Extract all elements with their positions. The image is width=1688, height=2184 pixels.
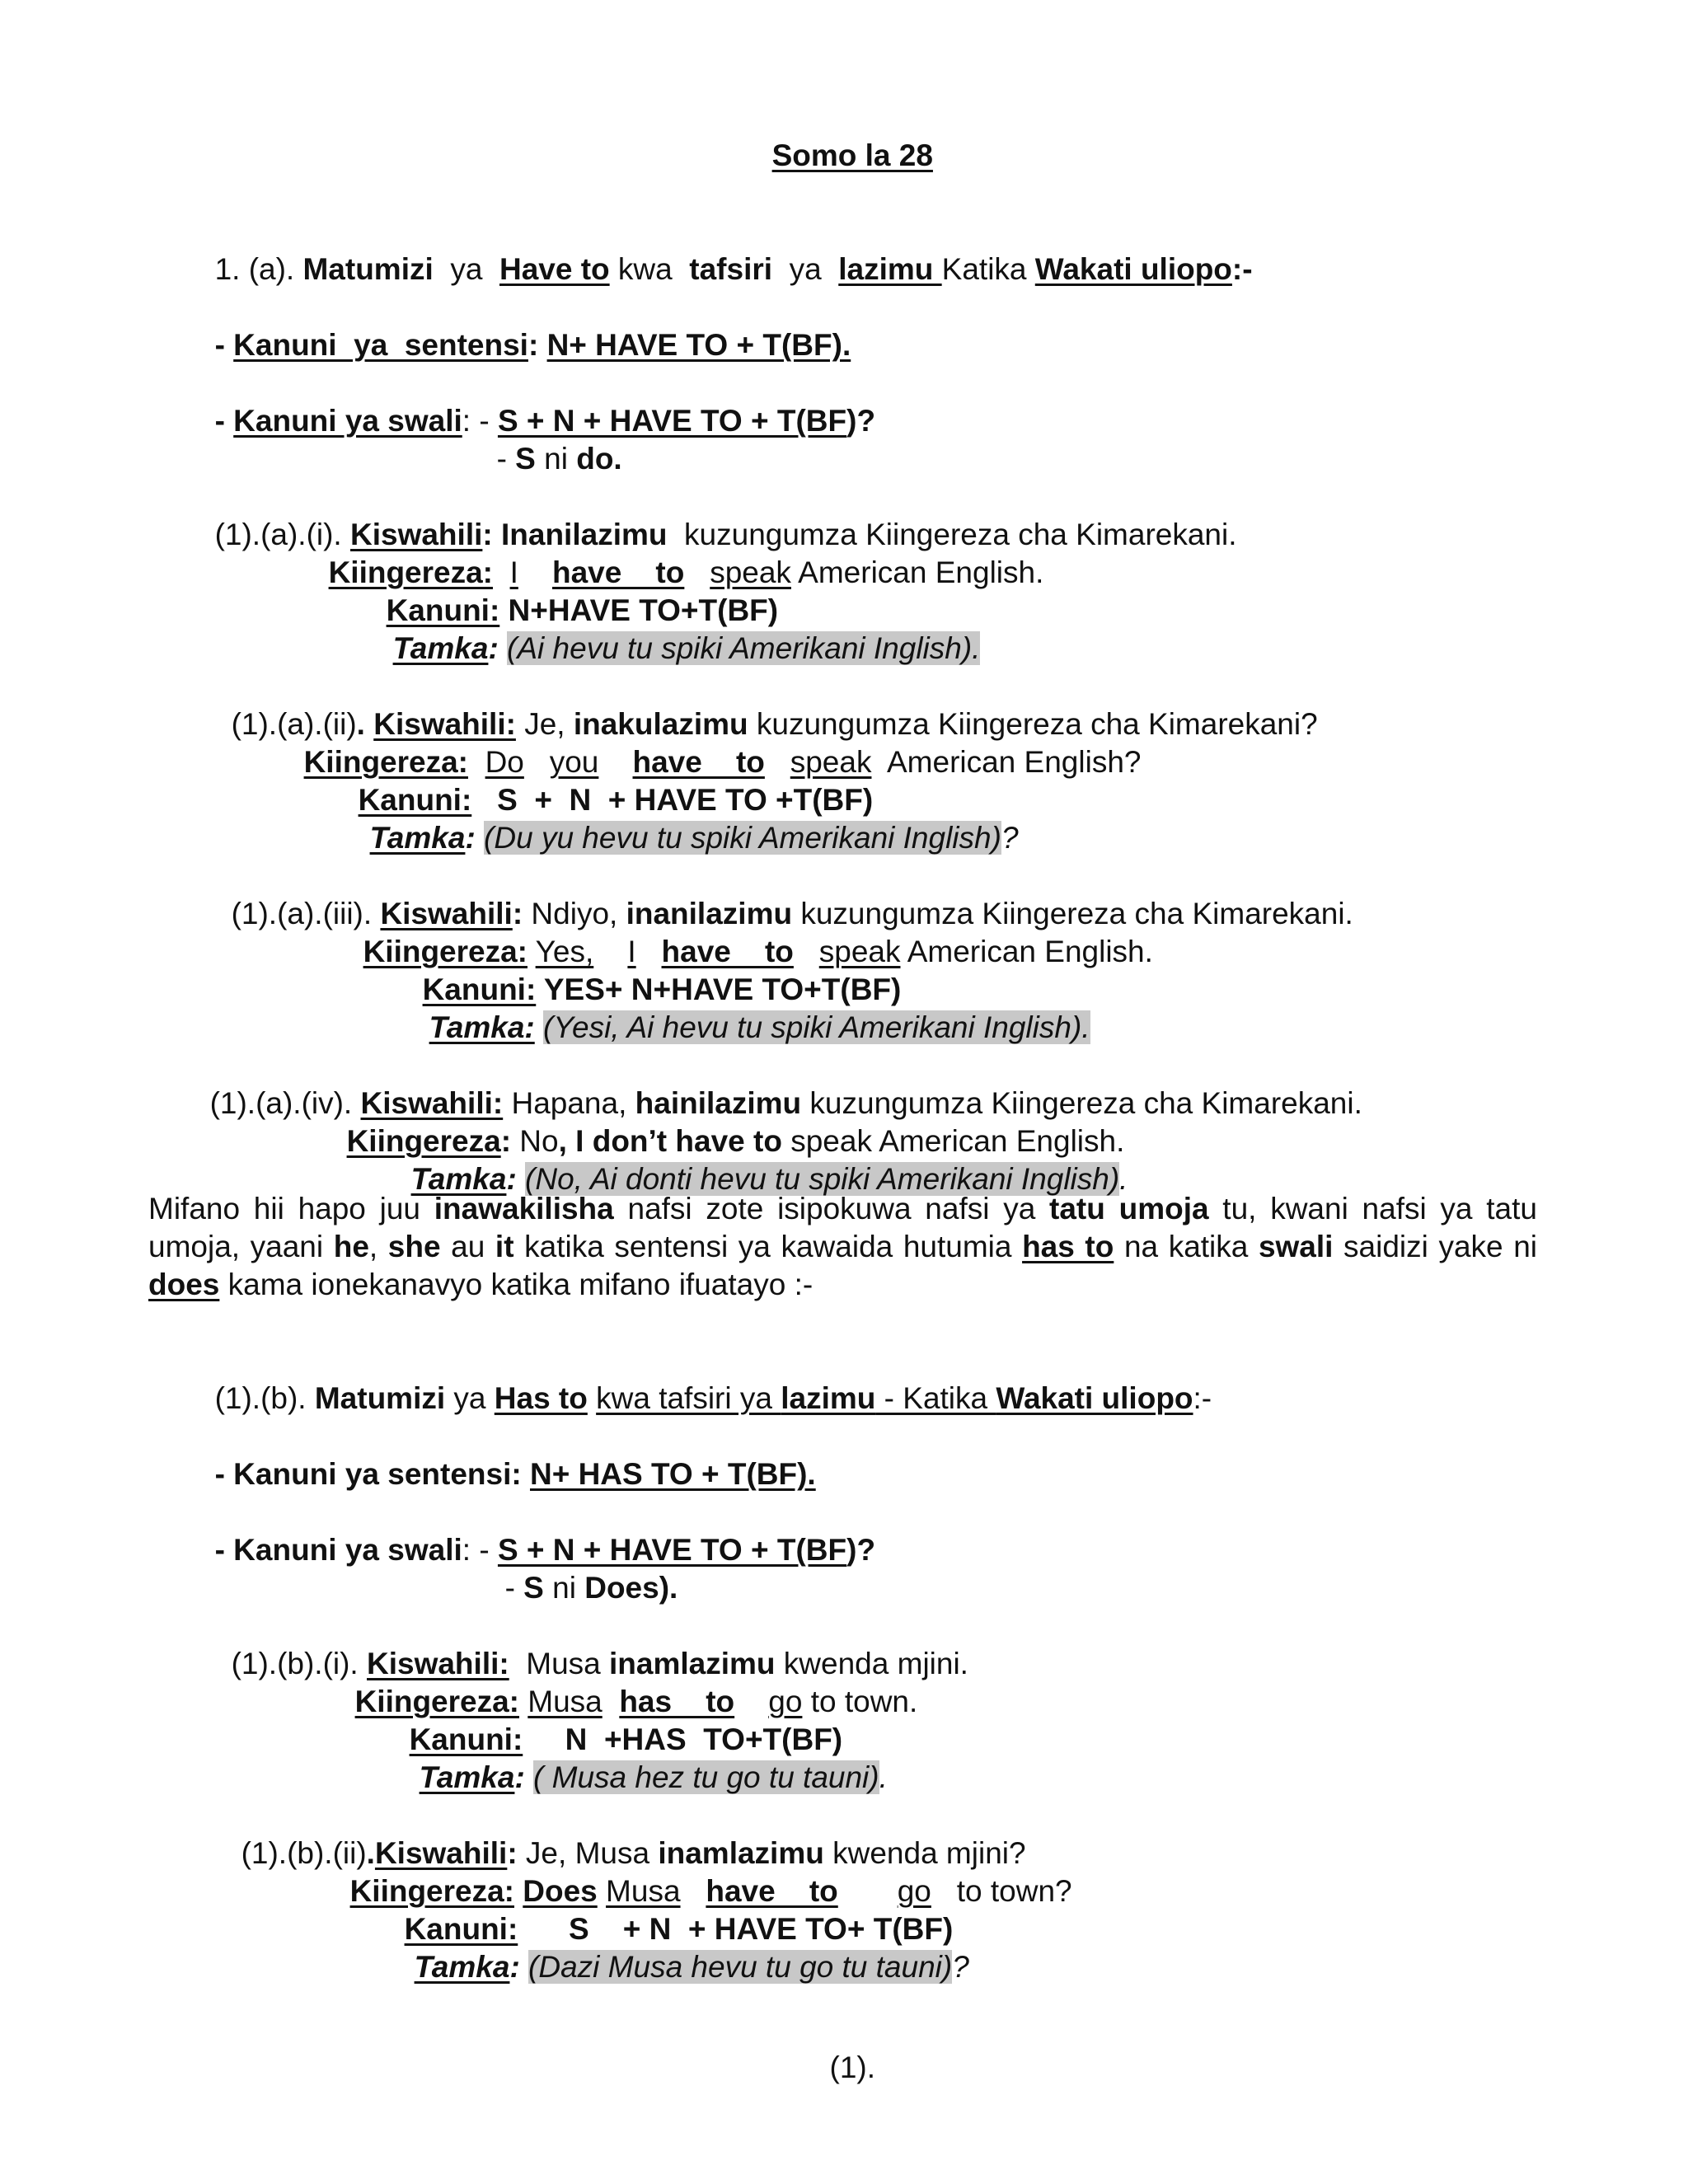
example-a-iv-tamka: Tamka: (No, Ai donti hevu tu spiki Amerikani Inglish). <box>410 1162 1128 1196</box>
explanation-paragraph: Mifano hii hapo juu inawakilisha nafsi zote isipokuwa nafsi ya tatu umoja tu, kwani nafsi ya tatu umoja, yaani he, she au it katika sentensi ya kawaida hutumia has to na katika swali saidizi yake ni does kama ionekanavyo katika mifano ifuatayo :- <box>148 1192 1538 1301</box>
example-a-iv-kiingereza: Kiingereza: No, I don’t have to speak American English. <box>346 1124 1125 1158</box>
section-b-question-s: - S ni Does). <box>504 1571 678 1605</box>
example-a-i-kiswahili: (1).(a).(i). Kiswahili: Inanilazimu kuzungumza Kiingereza cha Kimarekani. <box>214 518 1237 551</box>
example-b-i-kanuni: Kanuni: N +HAS TO+T(BF) <box>409 1722 843 1756</box>
example-a-ii-kiswahili: (1).(a).(ii). Kiswahili: Je, inakulazimu kuzungumza Kiingereza cha Kimarekani? <box>231 707 1318 741</box>
example-b-ii-kiingereza: Kiingereza: Does Musa have to go to town? <box>349 1874 1072 1908</box>
example-a-iii-kiswahili: (1).(a).(iii). Kiswahili: Ndiyo, inanilazimu kuzungumza Kiingereza cha Kimarekani. <box>231 897 1353 930</box>
example-a-iii-tamka: Tamka: (Yesi, Ai hevu tu spiki Amerikani Inglish). <box>429 1010 1090 1044</box>
example-b-ii-kanuni: Kanuni: S + N + HAVE TO+ T(BF) <box>404 1912 954 1946</box>
example-a-ii-kiingereza: Kiingereza: Do you have to speak American English? <box>303 745 1142 779</box>
example-a-iv-kiswahili: (1).(a).(iv). Kiswahili: Hapana, hainilazimu kuzungumza Kiingereza cha Kimarekani. <box>209 1086 1362 1120</box>
example-a-ii-kanuni: Kanuni: S + N + HAVE TO +T(BF) <box>358 783 874 817</box>
example-b-ii-tamka: Tamka: (Dazi Musa hevu tu go tu tauni)? <box>414 1950 969 1984</box>
example-a-iii-kiingereza: Kiingereza: Yes, I have to speak American English. <box>363 935 1153 968</box>
example-b-ii-kiswahili: (1).(b).(ii).Kiswahili: Je, Musa inamlazimu kwenda mjini? <box>241 1836 1026 1870</box>
section-a-question-rule: - Kanuni ya swali: - S + N + HAVE TO + T(BF)? <box>214 404 876 438</box>
example-a-i-tamka: Tamka: (Ai hevu tu spiki Amerikani Inglish). <box>392 631 981 665</box>
example-a-i-kanuni: Kanuni: N+HAVE TO+T(BF) <box>386 593 779 627</box>
page-title: Somo la 28 <box>771 138 933 172</box>
example-a-iii-kanuni: Kanuni: YES+ N+HAVE TO+T(BF) <box>422 972 902 1006</box>
section-b-sentence-rule: - Kanuni ya sentensi: N+ HAS TO + T(BF). <box>214 1457 816 1491</box>
example-b-i-kiingereza: Kiingereza: Musa has to go to town. <box>354 1685 918 1718</box>
section-a-question-s: - S ni do. <box>496 442 622 476</box>
example-a-i-kiingereza: Kiingereza: I have to speak American English. <box>328 555 1044 589</box>
example-a-ii-tamka: Tamka: (Du yu hevu tu spiki Amerikani Inglish)? <box>369 821 1019 855</box>
example-b-i-kiswahili: (1).(b).(i). Kiswahili: Musa inamlazimu kwenda mjini. <box>231 1647 968 1680</box>
section-a-heading: 1. (a). Matumizi ya Have to kwa tafsiri ya lazimu Katika Wakati uliopo:- <box>214 252 1253 286</box>
example-b-i-tamka: Tamka: ( Musa hez tu go tu tauni). <box>419 1760 888 1794</box>
section-a-sentence-rule: - Kanuni ya sentensi: N+ HAVE TO + T(BF). <box>214 328 851 362</box>
section-b-heading: (1).(b). Matumizi ya Has to kwa tafsiri ya lazimu - Katika Wakati uliopo:- <box>214 1381 1212 1415</box>
page-number: (1). <box>829 2050 876 2084</box>
section-b-question-rule: - Kanuni ya swali: - S + N + HAVE TO + T(BF)? <box>214 1533 876 1567</box>
